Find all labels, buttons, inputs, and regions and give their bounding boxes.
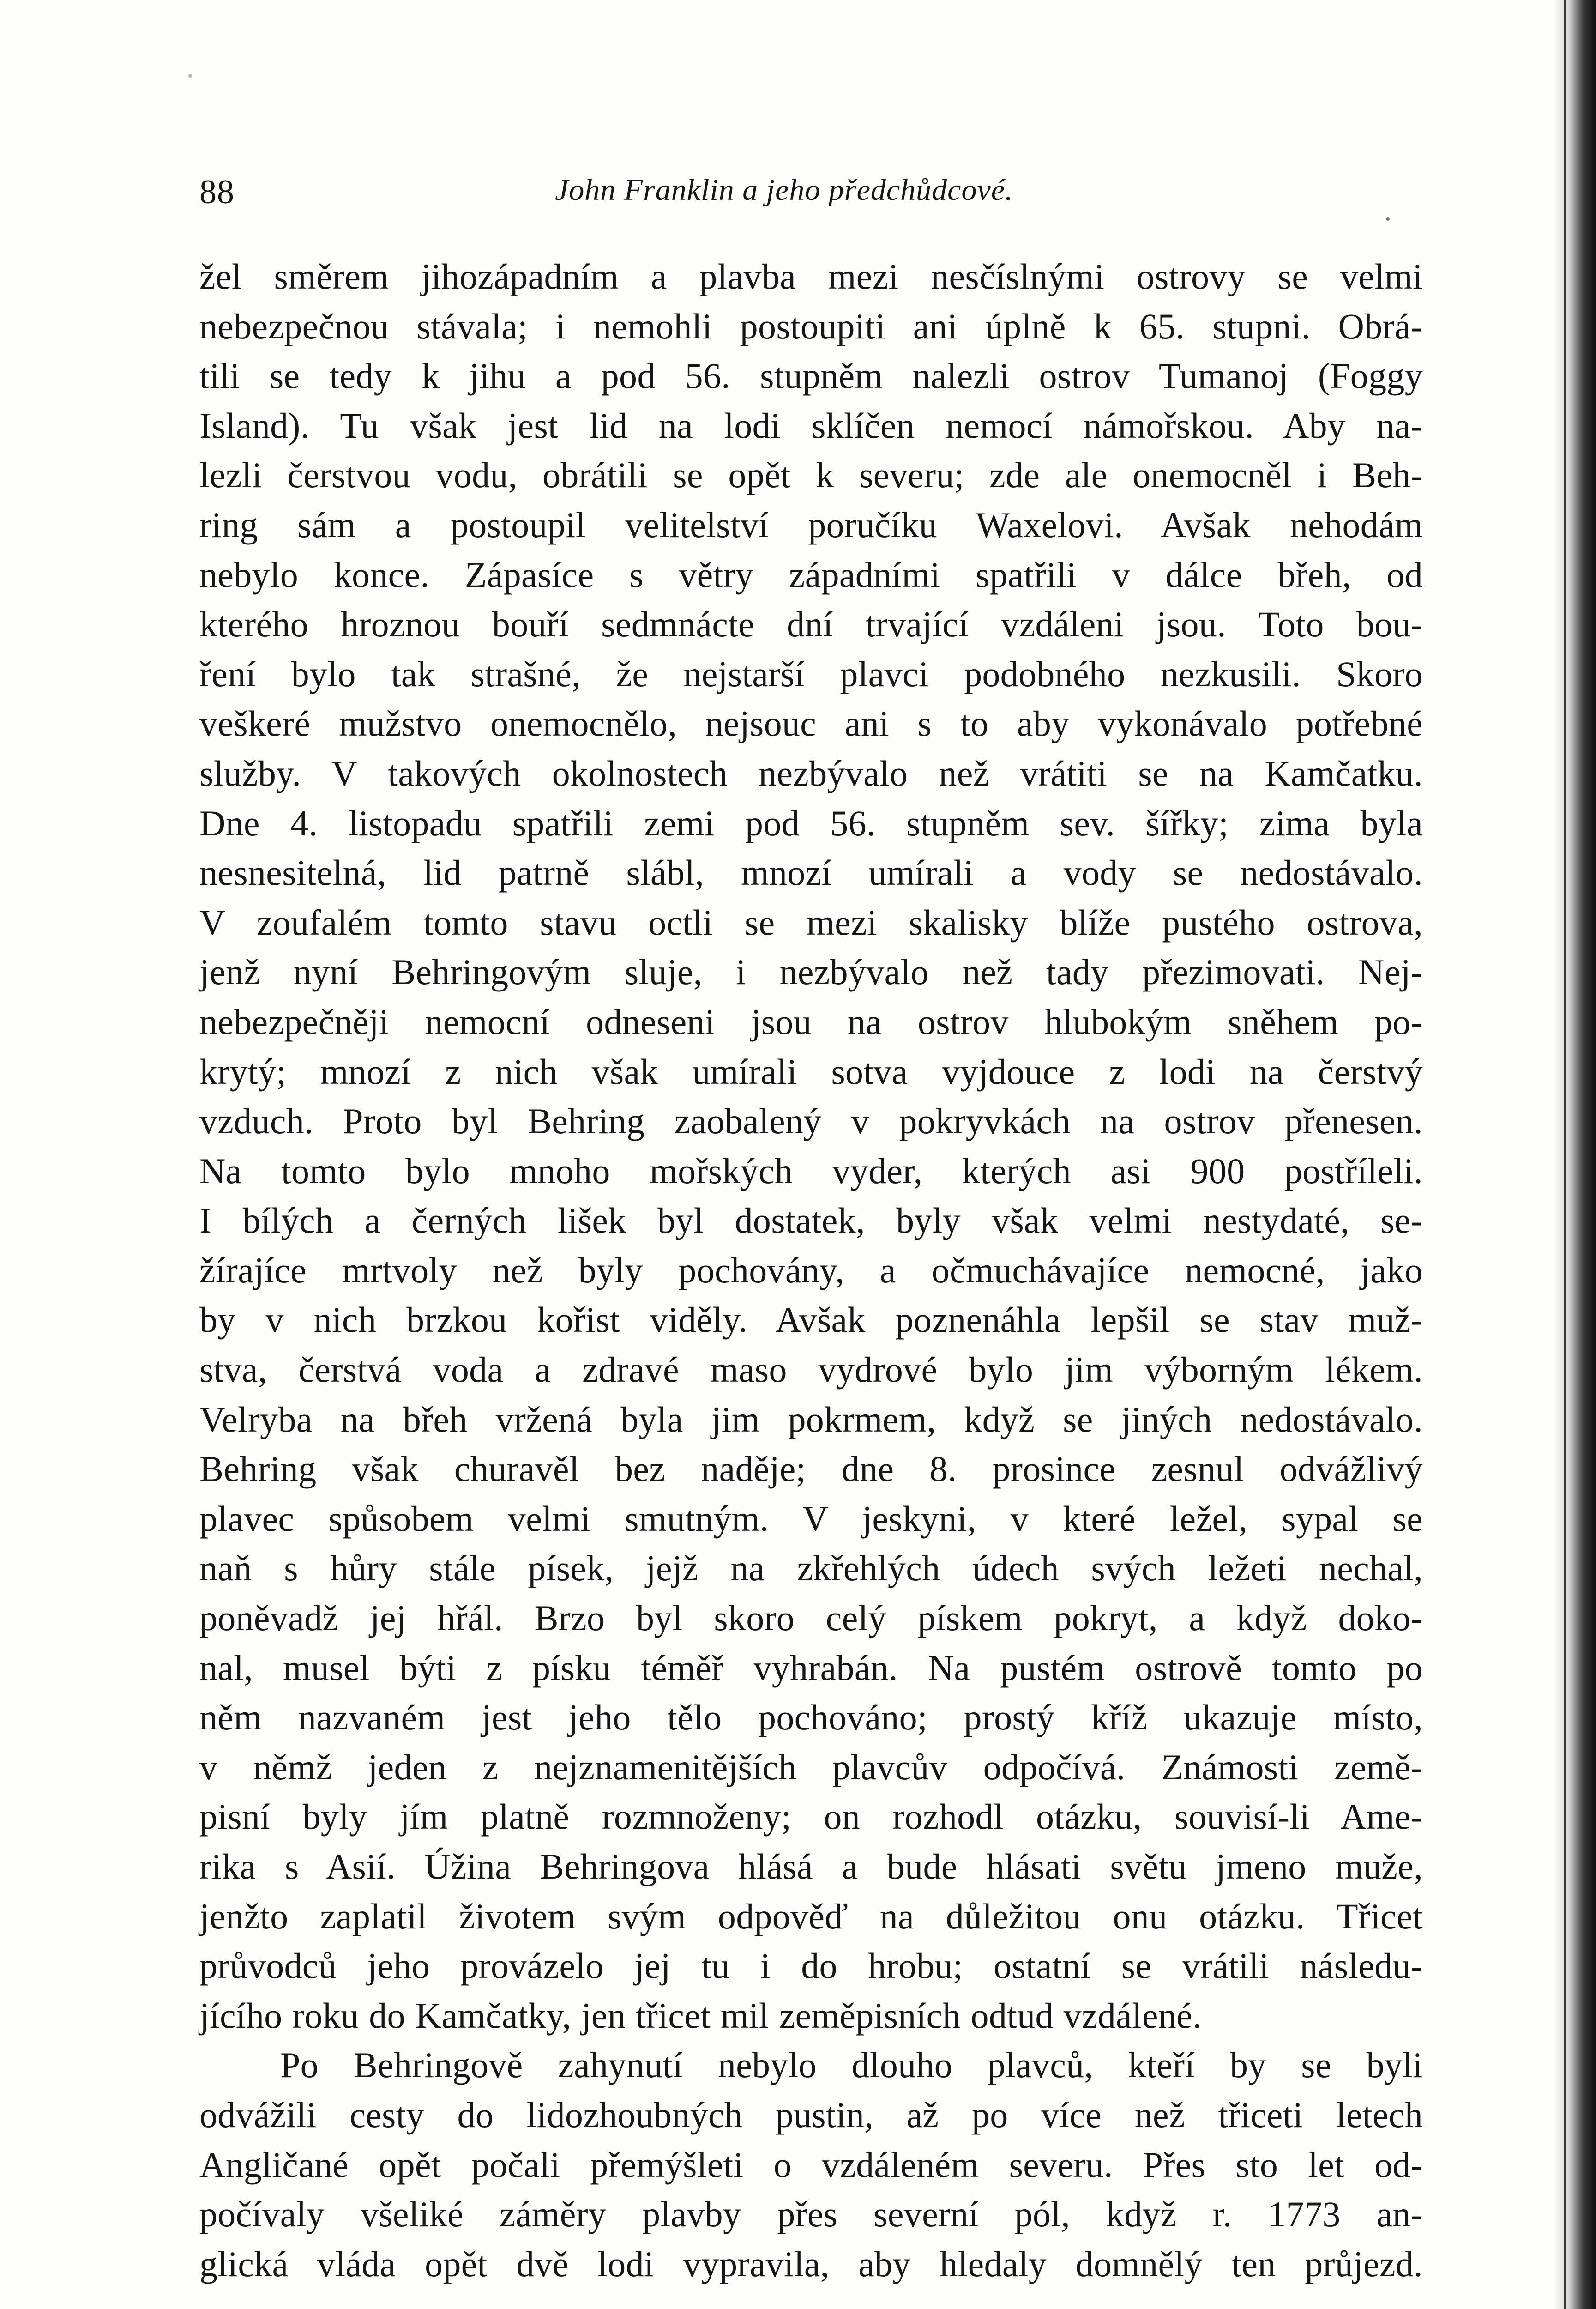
text-line: nebylo konce. Zápasíce s větry západními spatřili v dálce břeh, od (199, 554, 1423, 595)
text-line: krytý; mnozí z nich však umírali sotva vyjdouce z lodi na čerstvý (199, 1051, 1423, 1092)
page-edge-shadow (1554, 0, 1596, 2309)
text-line: nal, musel býti z písku téměř vyhrabán. Na pustém ostrově tomto po (199, 1647, 1423, 1688)
text-line: nebezpečněji nemocní odneseni jsou na ostrov hlubokým sněhem po- (199, 1001, 1423, 1042)
text-line: veškeré mužstvo onemocnělo, nejsouc ani s to aby vykonávalo potřebné (199, 703, 1423, 744)
running-title: John Franklin a jeho předchůdcové. (555, 173, 1013, 207)
text-line: Behring však churavěl bez naděje; dne 8. prosince zesnul odvážlivý (199, 1449, 1423, 1489)
paper-speck (188, 74, 192, 78)
text-line: plavec spůsobem velmi smutným. V jeskyni, v které ležel, sypal se (199, 1498, 1423, 1539)
text-line: stva, čerstvá voda a zdravé maso vydrové bylo jim výborným lékem. (199, 1349, 1423, 1390)
text-line: služby. V takových okolnostech nezbývalo než vrátiti se na Kamčatku. (199, 753, 1423, 793)
text-line: jenžto zaplatil životem svým odpověď na důležitou onu otázku. Třicet (199, 1896, 1423, 1936)
text-line: V zoufalém tomto stavu octli se mezi skalisky blíže pustého ostrova, (199, 902, 1423, 943)
text-line: něm nazvaném jest jeho tělo pochováno; prostý kříž ukazuje místo, (199, 1697, 1423, 1738)
text-line: lezli čerstvou vodu, obrátili se opět k severu; zde ale onemocněl i Beh- (199, 455, 1423, 496)
running-header (199, 167, 1423, 218)
text-line: průvodců jeho provázelo jej tu i do hrobu; ostatní se vrátili následu- (199, 1946, 1423, 1986)
text-line: Island). Tu však jest lid na lodi sklíčen nemocí námořskou. Aby na- (199, 405, 1423, 446)
text-line: žel směrem jihozápadním a plavba mezi nesčíslnými ostrovy se velmi (199, 256, 1423, 296)
text-line: nebezpečnou stávala; i nemohli postoupiti ani úplně k 65. stupni. Obrá- (199, 306, 1423, 346)
text-line: Dne 4. listopadu spatřili zemi pod 56. stupněm sev. šířky; zima byla (199, 803, 1423, 843)
text-line: vzduch. Proto byl Behring zaobalený v pokryvkách na ostrov přenesen. (199, 1101, 1423, 1142)
text-line: pisní byly jím platně rozmnoženy; on rozhodl otázku, souvisí-li Ame- (199, 1796, 1423, 1837)
text-line: naň s hůry stále písek, jejž na zkřehlých údech svých ležeti nechal, (199, 1548, 1423, 1589)
text-line: žírajíce mrtvoly než byly pochovány, a očmuchávajíce nemocné, jako (199, 1250, 1423, 1290)
text-line: I bílých a černých lišek byl dostatek, byly však velmi nestydaté, se- (199, 1200, 1423, 1241)
text-line: Po Behringově zahynutí nebylo dlouho plavců, kteří by se byli (280, 2045, 1423, 2085)
text-line: Angličané opět počali přemýšleti o vzdáleném severu. Přes sto let od- (199, 2144, 1423, 2185)
text-line: tili se tedy k jihu a pod 56. stupněm nalezli ostrov Tumanoj (Foggy (199, 356, 1423, 396)
page-number: 88 (199, 173, 235, 211)
text-line: poněvadž jej hřál. Brzo byl skoro celý pískem pokryt, a když doko- (199, 1598, 1423, 1638)
text-line: v němž jeden z nejznamenitějších plavcův odpočívá. Známosti země- (199, 1747, 1423, 1787)
text-line: by v nich brzkou kořist viděly. Avšak poznenáhla lepšil se stav muž- (199, 1300, 1423, 1340)
text-line: nesnesitelná, lid patrně slábl, mnozí umírali a vody se nedostávalo. (199, 852, 1423, 893)
text-line: rika s Asií. Úžina Behringova hlásá a bude hlásati světu jmeno muže, (199, 1846, 1423, 1886)
text-line: ření bylo tak strašné, že nejstarší plavci podobného nezkusili. Skoro (199, 653, 1423, 694)
text-line: odvážili cesty do lidozhoubných pustin, až po více než třiceti letech (199, 2094, 1423, 2135)
text-line: jícího roku do Kamčatky, jen třicet mil zeměpisních odtud vzdálené. (199, 1995, 1202, 2036)
text-line: jenž nyní Behringovým sluje, i nezbývalo než tady přezimovati. Nej- (199, 952, 1423, 992)
text-line: kterého hroznou bouří sedmnácte dní trvající vzdáleni jsou. Toto bou- (199, 604, 1423, 645)
text-line: glická vláda opět dvě lodi vypravila, aby hledaly domnělý ten průjezd. (199, 2243, 1423, 2284)
body-text (199, 252, 1423, 2289)
text-line: počívaly všeliké záměry plavby přes severní pól, když r. 1773 an- (199, 2194, 1423, 2235)
text-line: ring sám a postoupil velitelství poručíku Waxelovi. Avšak nehodám (199, 504, 1423, 545)
page-edge-line (1564, 0, 1566, 2309)
text-line: Na tomto bylo mnoho mořských vyder, kterých asi 900 postříleli. (199, 1150, 1423, 1191)
text-line: Velryba na břeh vržená byla jim pokrmem, když se jiných nedostávalo. (199, 1399, 1423, 1439)
